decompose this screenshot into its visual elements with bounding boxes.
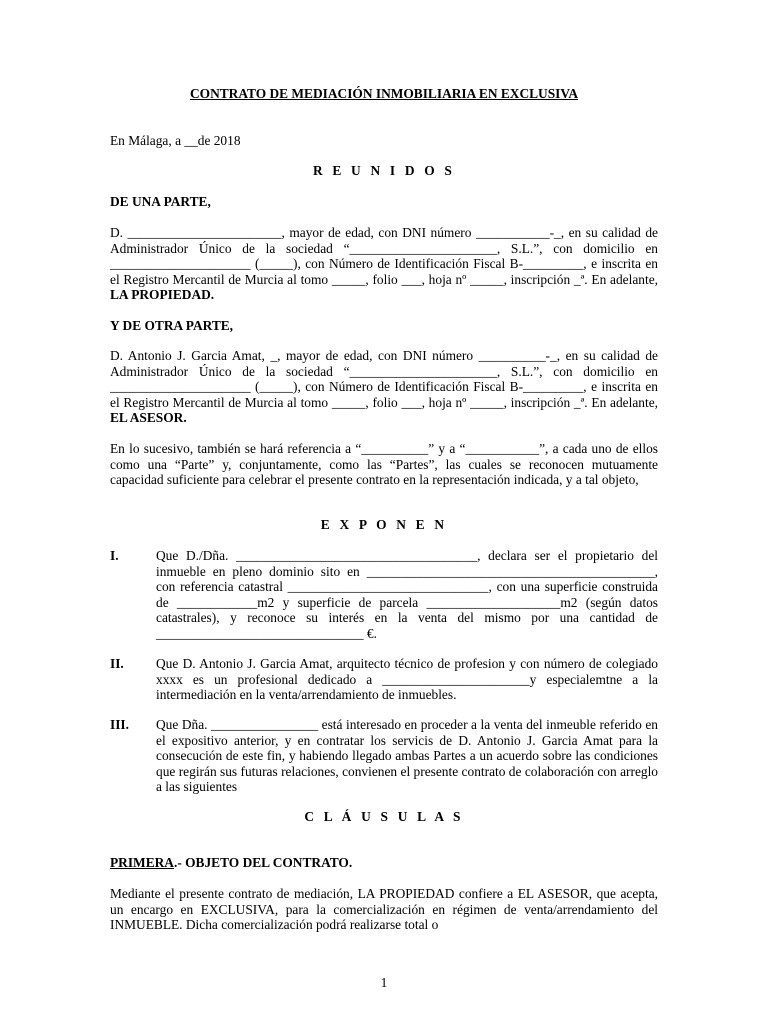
document-title: CONTRATO DE MEDIACIÓN INMOBILIARIA EN EXCLUSIVA bbox=[189, 86, 579, 101]
page-number: 1 bbox=[380, 975, 388, 990]
exponen-number-1: I. bbox=[110, 548, 119, 563]
exponen-number-3: III. bbox=[110, 717, 129, 732]
clausula1-paragraph: Mediante el presente contrato de mediación, LA PROPIEDAD confiere a EL ASESOR, que acepta, un encargo en EXCLUSIVA, para la comercialización en régimen de venta/arrendamiento del INMUEBLE. Dicha comercialización podrá realizarse total o bbox=[110, 886, 658, 933]
exponen-text-1: Que D./Dña. ____________________________________, declara ser el propietario del inmueble en pleno dominio sito en ___________________________________________, con referencia catastral ______________________________, con una superficie construida de ____________m2 y superficie de parcela ____________________m2 (según datos catastrales), y reconoce su interés en la venta del mismo por una cantidad de _______________________________ €. bbox=[156, 548, 658, 641]
party1-text: D. _______________________, mayor de edad, con DNI número ___________-_, en su calidad de Administrador Único de la sociedad “______________________, S.L.”, con domicilio en _____________________ (_____), con Número de Identificación Fiscal B-_________, e inscrita en el Registro Mercantil de Murcia al tomo _____, folio ___, hoja nº _____, inscripción _ª. En adelante, bbox=[110, 225, 658, 287]
intro-paragraph: En lo sucesivo, también se hará referencia a “__________” y a “___________”, a cada uno de ellos como una “Parte” y, conjuntamente, como las “Partes”, las cuales se reconocen mutuamente capacidad suficiente para celebrar el presente contrato en la representación indicada, y a tal objeto, bbox=[110, 441, 658, 488]
clausulas-heading: C L Á U S U L A S bbox=[304, 809, 464, 824]
place-date: En Málaga, a __de 2018 bbox=[110, 133, 241, 148]
reunidos-heading: R E U N I D O S bbox=[312, 163, 456, 178]
party1-paragraph bbox=[110, 225, 658, 303]
party1-role: LA PROPIEDAD. bbox=[110, 287, 215, 303]
exponen-text-3: Que Dña. ________________ está interesado en proceder a la venta del inmeuble referido en el expositivo anterior, y en contratar los servicis de D. Antonio J. Garcia Amat para la consecución de este fin, y habiendo llegado ambas Partes a un acuerdo sobre las condiciones que regirán sus futuras relaciones, convienen el presente contrato de colaboración con arreglo a las siguientes bbox=[156, 717, 658, 795]
party2-role: EL ASESOR. bbox=[110, 410, 187, 426]
clausula1-label: PRIMERA bbox=[110, 855, 174, 870]
party1-heading: DE UNA PARTE, bbox=[110, 194, 211, 209]
party2-paragraph bbox=[110, 348, 658, 426]
exponen-text-2: Que D. Antonio J. Garcia Amat, arquitecto técnico de profesion y con número de colegiado xxxx es un profesional dedicado a ______________________y especialemtne a la intermediación en la venta/arrendamiento de inmuebles. bbox=[156, 656, 658, 703]
party2-heading: Y DE OTRA PARTE, bbox=[110, 318, 234, 333]
exponen-number-2: II. bbox=[110, 656, 124, 671]
clausula1-title: .- OBJETO DEL CONTRATO. bbox=[173, 855, 353, 870]
exponen-heading: E X P O N E N bbox=[320, 517, 448, 532]
party2-text: D. Antonio J. Garcia Amat, _, mayor de edad, con DNI número __________-_, en su calidad de Administrador Único de la sociedad “______________________, S.L.”, con domicilio en _____________________ (_____), con Número de Identificación Fiscal B-_________, e inscrita en el Registro Mercantil de Murcia al tomo _____, folio ___, hoja nº _____, inscripción _ª. En adelante, bbox=[110, 348, 658, 410]
clausula1-heading bbox=[110, 855, 352, 871]
